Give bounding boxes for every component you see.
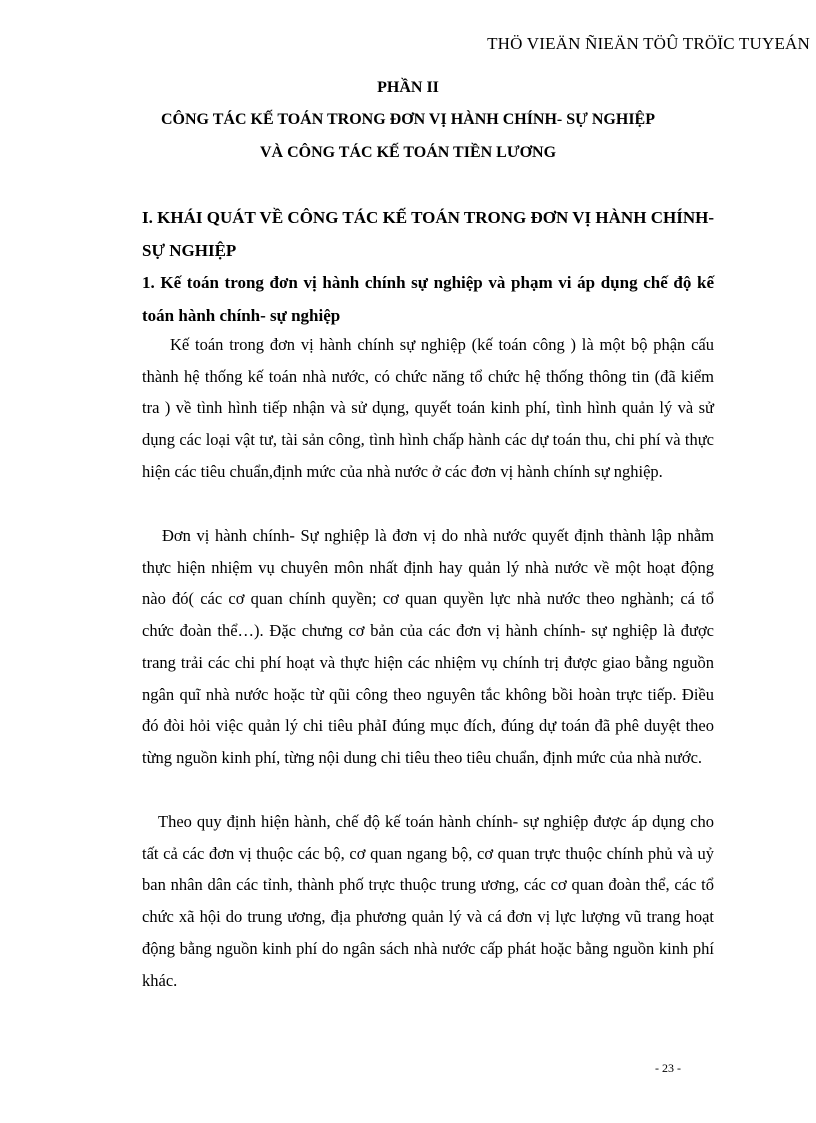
page-number: - 23 - [655, 1061, 681, 1075]
section-subheading: 1. Kế toán trong đơn vị hành chính sự nghiệp và phạm vi áp dụng chế độ kế toán hành chính- sự nghiệp [142, 273, 714, 325]
library-header: THÖ VIEÄN ÑIEÄN TÖÛ TRÖÏC TUYEÁN [487, 34, 810, 53]
section-heading: I. KHÁI QUÁT VỀ CÔNG TÁC KẾ TOÁN TRONG ĐƠN VỊ HÀNH CHÍNH- SỰ NGHIỆP [142, 208, 714, 260]
paragraph-2: Đơn vị hành chính- Sự nghiệp là đơn vị do nhà nước quyết định thành lập nhằm thực hiện nhiệm vụ chuyên môn nhất định hay quản lý nhà nước về một hoạt động nào đó( các cơ quan chính quyền; cơ quan quyền lực nhà nước theo nghành; cá tổ chức đoàn thể…). Đặc chưng cơ bản của các đơn vị hành chính- sự nghiệp là được trang trải các chi phí hoạt và thực hiện các nhiệm vụ chính trị được giao bằng nguồn ngân quĩ nhà nước hoặc từ qũi công theo nguyên tắc không bồi hoàn trực tiếp. Điều đó đòi hỏi việc quản lý chi tiêu phảI đúng mục đích, đúng dự toán đã phê duyệt theo từng nguồn kinh phí, từng nội dung chi tiêu theo tiêu chuẩn, định mức của nhà nước. [142, 526, 714, 767]
part-title-line1: CÔNG TÁC KẾ TOÁN TRONG ĐƠN VỊ HÀNH CHÍNH- SỰ NGHIỆP [161, 111, 655, 128]
part-label: PHẦN II [377, 79, 439, 96]
part-title-line2: VÀ CÔNG TÁC KẾ TOÁN TIỀN LƯƠNG [259, 144, 557, 161]
paragraph-1: Kế toán trong đơn vị hành chính sự nghiệp (kế toán công ) là một bộ phận cấu thành hệ thống kế toán nhà nước, có chức năng tổ chức hệ thống thông tin (đã kiểm tra ) về tình hình tiếp nhận và sử dụng, quyết toán kinh phí, tình hình quản lý và sử dụng các loại vật tư, tài sản công, tình hình chấp hành các dự toán thu, chi phí và thực hiện các tiêu chuẩn,định mức của nhà nước ở các đơn vị hành chính sự nghiệp. [142, 335, 714, 481]
paragraph-3: Theo quy định hiện hành, chế độ kế toán hành chính- sự nghiệp được áp dụng cho tất cả các đơn vị thuộc các bộ, cơ quan ngang bộ, cơ quan trực thuộc chính phủ và uỷ ban nhân dân các tỉnh, thành phố trực thuộc trung ương, các cơ quan đoàn thể, các tổ chức xã hội do trung ương, địa phương quản lý và cá đơn vị lực lượng vũ trang hoạt động bằng nguồn kinh phí do ngân sách nhà nước cấp phát hoặc bằng nguồn kinh phí khác. [142, 812, 714, 990]
